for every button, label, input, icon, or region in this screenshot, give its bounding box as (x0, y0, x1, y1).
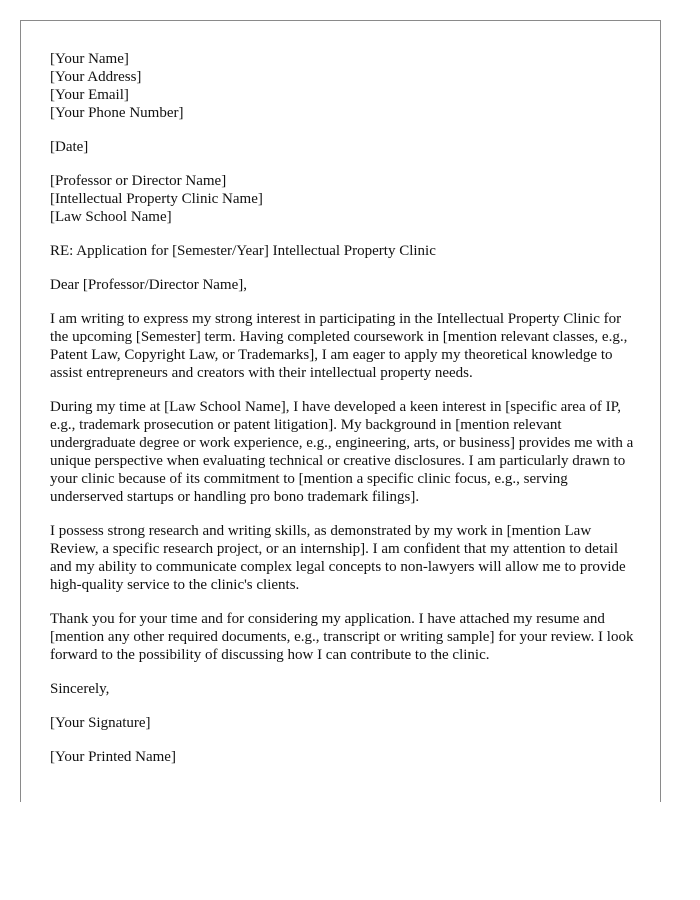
body-paragraph-2: During my time at [Law School Name], I have developed a keen interest in [specific area of IP, e.g., trademark prosecution or patent litigation]. My background in [mention relevant undergraduate degree or work experience, e.g., engineering, arts, or business] provides me with a unique perspective when evaluating technical or creative disclosures. I am particularly drawn to your clinic because of its commitment to [mention a specific clinic focus, e.g., serving underserved startups or handling pro bono trademark filings]. (50, 399, 634, 505)
printed-name: [Your Printed Name] (50, 749, 176, 765)
date-block (50, 138, 640, 156)
body-paragraph-3: I possess strong research and writing skills, as demonstrated by my work in [mention Law Review, a specific research project, or an internship]. I am confident that my attention to detail and my ability to communicate complex legal concepts to non-lawyers will allow me to provide high-quality service to the clinic's clients. (50, 523, 626, 593)
letter-page (20, 20, 661, 802)
recipient-block (50, 172, 640, 226)
signature-placeholder: [Your Signature] (50, 715, 151, 731)
letter-content (50, 50, 640, 782)
sender-block (50, 50, 640, 122)
salutation: Dear [Professor/Director Name], (50, 277, 247, 293)
subject-line: RE: Application for [Semester/Year] Intellectual Property Clinic (50, 243, 436, 259)
recipient-name: [Professor or Director Name] (50, 173, 227, 189)
letter-date: [Date] (50, 139, 89, 155)
body-paragraph-1: I am writing to express my strong interest in participating in the Intellectual Property Clinic for the upcoming [Semester] term. Having completed coursework in [mention relevant classes, e.g., Patent Law, Copyright Law, or Trademarks], I am eager to apply my theoretical knowledge to assist entrepreneurs and creators with their intellectual property needs. (50, 311, 628, 381)
recipient-clinic: [Intellectual Property Clinic Name] (50, 191, 263, 207)
sender-address: [Your Address] (50, 69, 142, 85)
recipient-school: [Law School Name] (50, 209, 172, 225)
sender-email: [Your Email] (50, 87, 129, 103)
closing: Sincerely, (50, 681, 110, 697)
sender-name: [Your Name] (50, 51, 129, 67)
sender-phone: [Your Phone Number] (50, 105, 184, 121)
body-paragraph-4: Thank you for your time and for considering my application. I have attached my resume and [mention any other required documents, e.g., transcript or writing sample] for your review. I look forward to the possibility of discussing how I can contribute to the clinic. (50, 611, 634, 663)
